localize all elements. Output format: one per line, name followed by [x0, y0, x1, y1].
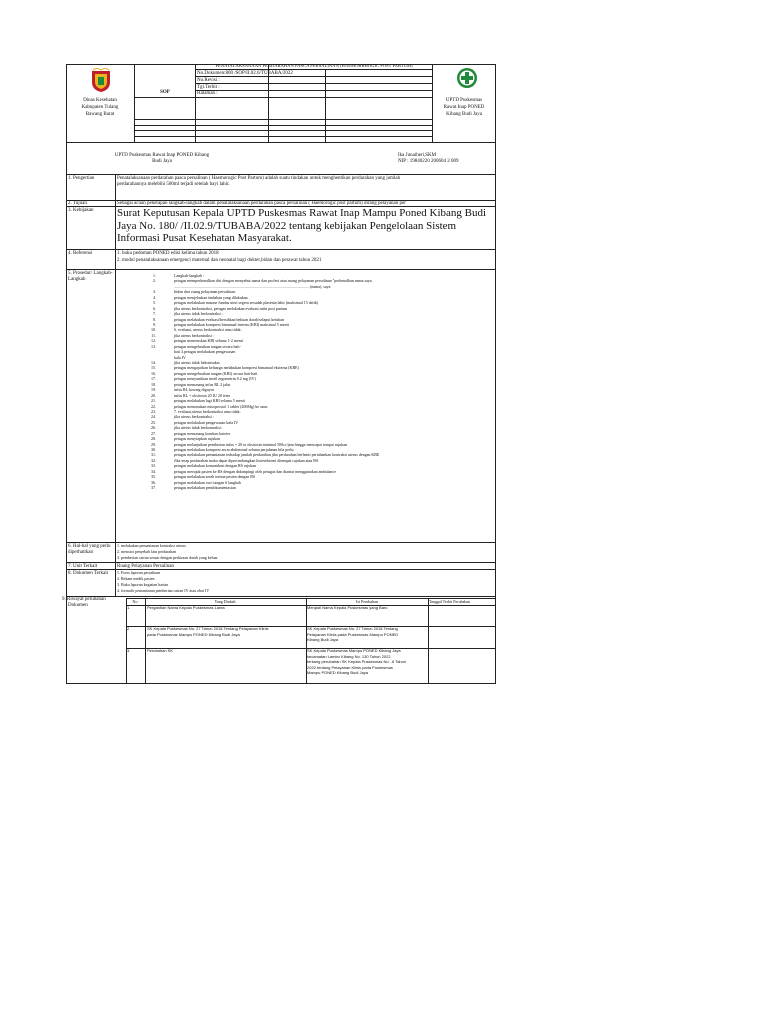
step-text: petugas melakukan evaluasi/bersihkan bekuan darah/selaput ketuban: [174, 316, 285, 322]
step-number: 29.: [151, 441, 156, 447]
step-text: petugas memperkenalkan diri dengan menyebut nama dan profesi atau ruang pelayanan persalinan "perkenalkan nama saya.: [174, 278, 373, 284]
rev-row-isi: Pelayanan Klinis pada Puskesmas Mampu PONED: [307, 631, 399, 637]
step-text: petugas mengeluarkan tangan (KBI) secara hati-hati: [174, 370, 258, 376]
rev-row-isi: SK Kepala Puskesmas Mampu PONED Kibang Jaya: [307, 648, 401, 653]
left-org-line-1: Dinas Kesehatan: [83, 98, 117, 103]
kebijakan-label: 3. Kebijakan: [68, 207, 94, 213]
step-text: petugas merujuk pasien ke RS dengan didampingi oleh petugas dan diantar menggunakan ambulance: [174, 468, 336, 474]
hal-text-1: 1. melakukan pemantauan kontraksi uterus.: [117, 543, 187, 548]
hal-label-2: diperhatikan: [68, 550, 93, 555]
pengertian-text-1: Penatalaksanaan perdarahan pasca persalinan ( Haemorogic Post Partum) adalah suatu tindakan untuk menghentikan perdarahan yang jumlah: [117, 176, 401, 181]
hal-text-2: 2. mencari penyebab lain perdarahan: [117, 549, 176, 554]
rev-header-diubah: Yang Diubah: [214, 599, 236, 604]
unit-text: Ruang Pelayanan Persalinan: [117, 563, 174, 569]
step-text: petugas memasukan misoprostol 1 tablet (200Mg) ke anus: [174, 403, 268, 409]
pengertian-text-2: perdarahannya melebihi 500ml terjadi setelah bayi lahir.: [117, 182, 230, 187]
signature-right-nip: NIP : 19840220 200604 2 009: [398, 159, 459, 164]
step-text: petugas melakukan serah terima pasien dengan RS: [174, 474, 256, 480]
step-number: 19.: [151, 387, 156, 393]
step-number: 30.: [151, 447, 156, 452]
step-number: 5.: [153, 300, 156, 306]
step-text: kala IV: [174, 354, 186, 360]
riwayat-label-1: 9. Riwayat perubahan: [62, 597, 106, 602]
step-text: petugas melakukan pengawasan kala IV: [174, 419, 239, 425]
step-text: petugas melakukan kompresi bimanual interna (KBI) maksimal 5 menit: [174, 321, 289, 327]
step-text: bidan dari ruang pelayanan persalinan.: [174, 289, 236, 295]
right-org-line-2: Rawat Inap PONED: [443, 105, 485, 110]
regency-crest-icon: [89, 68, 113, 93]
rev-row-no: 1.: [127, 605, 131, 610]
sop-label: SOP: [160, 90, 170, 95]
no-revisi: No.Revisi :: [197, 77, 220, 83]
sop-document: [62, 63, 496, 684]
halaman: Halaman :: [197, 91, 218, 96]
step-number: 10.: [151, 327, 156, 333]
step-number: 37.: [151, 485, 156, 491]
rev-header-tgl: Tanggal Terbit Perubahan: [429, 599, 471, 604]
signature-right-name: Ika Junaiheri,SKM: [398, 153, 437, 158]
step-number: 9.: [153, 321, 156, 327]
step-number: 13.: [151, 343, 156, 349]
step-text: 7. evaluasi,uterus berkontraksi atau tidak:: [174, 408, 241, 414]
dokumen-text-4: 4. formulir pemantauan pemberian cairan IV atau obat IV: [117, 588, 210, 593]
step-number: 33.: [151, 463, 156, 469]
dokumen-text-2: 2. Rekam medik pasien: [117, 576, 155, 581]
step-number: 11.: [151, 332, 156, 338]
step-number: 23.: [151, 408, 156, 414]
step-number: 31.: [151, 452, 156, 458]
dokumen-text-3: 3. Buku laporan kegiatan harian: [117, 582, 169, 587]
rev-row-diubah: pada Puskesmas Mampu PONED Kibang Budi Jaya: [147, 631, 240, 637]
step-text: petugas mengeluarkan tangan secara hati-: [174, 343, 241, 349]
step-number: 6.: [153, 305, 156, 311]
step-number: 26.: [151, 425, 156, 431]
kebijakan-text: Surat Keputusan Kepala UPTD Puskesmas Rawat Inap Mampu Poned Kibang Budi Jaya No. 180/ /II.02.9/TUBABA/2022 tentang kebijakan Pengelolaan Sistem Informasi Pusat Kesehatan Masyarakat.: [117, 207, 487, 244]
hal-text-3: 3. pemberian cairan sesuai dengan perkiraan darah yang keluar: [117, 555, 218, 560]
no-dokumen: No.Dokumen:800 /SOP/II.02.6/TUBABA/2022: [197, 70, 293, 76]
rev-row-isi: kecamatan Lambu Kibang No. 130 Tahun 2022: [307, 653, 391, 659]
procedure-steps-list: [146, 273, 496, 491]
frame-left: [66, 64, 67, 684]
right-org-line-3: Kibang Budi Jaya: [446, 112, 482, 117]
referensi-label: 4. Referensi: [68, 251, 93, 256]
rev-row-isi: Mampu PONED Kibang Budi Jaya: [307, 670, 368, 675]
step-number: 24.: [151, 414, 156, 420]
step-number: 4.: [153, 294, 156, 300]
rev-row-isi: Menjadi Nama Kepala Puskesmas yang Baru: [307, 605, 388, 610]
dokumen-label: 8. Dokumen Terkait: [68, 571, 108, 576]
step-number: 18.: [151, 381, 156, 387]
rev-row-isi: 2022 tentang Pelayanan Klinis pada Puskesmas: [307, 664, 393, 670]
step-number: 21.: [151, 398, 156, 404]
step-number: 8.: [153, 316, 156, 322]
procedure-step: [146, 485, 496, 490]
step-text: jika uterus berkontraksi :: [174, 414, 214, 420]
rev-row-isi: Kibang Budi Jaya: [307, 637, 339, 642]
step-text: petugas menyuntikan metil ergometrin 0.2 mg (IV): [174, 376, 256, 382]
rev-header-isi: Isi Perubahan: [356, 599, 378, 604]
dokumen-text-1: 1. Form laporan persalinan: [117, 570, 161, 575]
step-number: 32.: [151, 457, 156, 463]
signature-left-line-1: UPTD Puskesmas Rawat Inap PONED Kibang: [114, 153, 210, 158]
riwayat-label-2: Dokumen: [68, 603, 88, 608]
step-number: 12.: [151, 338, 156, 344]
step-text: jika uterus tidak bekontraksi:: [174, 360, 221, 365]
rev-header-no: No: [132, 599, 138, 604]
step-text: petugas melakukan cuci tangan 6 langkah: [174, 479, 241, 485]
left-org-line-3: Bawang Barat: [85, 112, 115, 117]
rev-row-diubah: Perubahan SK: [147, 648, 174, 653]
step-text: petugas mengajarkan keluarga melakukan kompresi bimanual eksterna (KBE): [174, 365, 299, 371]
step-number: 17.: [151, 376, 156, 382]
step-text: petugas meneruskan KBI selama 1-2 menit: [174, 338, 243, 344]
step-number: 15.: [151, 365, 156, 371]
step-text: petugas menjelaskan tindakan yang dilakukan.: [174, 294, 249, 300]
step-text: ....................................................................................................................................... (nama), saya: [174, 283, 331, 289]
tujuan-label: 2. Tujuan: [68, 201, 87, 206]
rev-row-no: 3.: [127, 648, 131, 653]
step-text: petugas memasang kondom kateter: [174, 430, 231, 436]
step-number: 20.: [151, 392, 156, 398]
step-number: 34.: [151, 468, 156, 474]
document-title: PENATALAKSANAAN PERDARAHAN PASCA PERSALINAN (HAEMORRHOGIC POST PARTUM): [215, 63, 413, 68]
step-text: petugas melakukan masase fundus uteri segera sesudah plasenta lahir (maksimal 15 detik): [174, 300, 319, 306]
hal-label-1: 6. Hal-hal yang perlu: [68, 544, 111, 549]
step-text: jika uterus berkontraksi, petugas melakukan evaluasi rutin post partum: [174, 305, 288, 311]
step-text: petugas menyiapkan rujukan: [174, 436, 220, 442]
rev-row-diubah: SK Kepala Puskesmas No. 27 Tahun 2018 Tentang Pelayanan Klinis: [147, 626, 269, 631]
prosedur-label-2: Langkah: [68, 277, 86, 282]
step-number: 1.: [153, 273, 156, 278]
step-text: jika uterus tidak berkontraksi :: [174, 311, 223, 317]
step-number: 16.: [151, 370, 156, 376]
step-number: 3.: [153, 289, 156, 295]
frame-bottom: [66, 683, 496, 684]
step-text: Jika tetap perdarahan maka dapat dipertimbangkan histerektomi ditempat rujukan atau RS: [174, 457, 319, 463]
step-text: petugas memasang infus RL 2 jalur: [174, 381, 231, 387]
step-number: 35.: [151, 474, 156, 480]
step-text: 6. evaluasi, uterus berkontraksi atau tidak:: [174, 327, 242, 333]
pengertian-label: 1. Pengertian: [68, 176, 95, 181]
step-text: hati 3.petugas melakukan pengawasan: [174, 349, 236, 355]
prosedur-label-1: 5. Prosedur/ Langkah-: [68, 271, 113, 276]
referensi-text-1: 1. buku pedoman PONED edisi kelima tahun 2018: [117, 251, 219, 256]
rev-row-isi: SK Kepala Puskesmas No. 27 Tahun 2018 Tentang: [307, 626, 398, 631]
rev-row-isi: tentang perubahan SK Kepala Puskesmas No. .6 Tahun: [307, 659, 407, 664]
left-org-line-2: Kabupaten Tulang: [81, 105, 119, 110]
rev-row-diubah: Pergantian Nama Kepala Puskesmas Lama: [147, 605, 225, 610]
step-text: petugas melanjutkan pemberian infus + 20 iu oksitosin minimal 500cc/jam hingga mencapai tempat rujukan: [174, 441, 347, 447]
step-text: petugas melakukan komunikasi dengan RS rujukan: [174, 463, 257, 469]
step-text: petugas melakukan pendokumentasian: [174, 485, 236, 491]
tujuan-text: Sebagai acuan penerapan langkah-langkah dalam penatalaksanaan perdarahan pasca persalinan ( Haemorogic post partum) dirang pelayanan per: [117, 201, 406, 206]
step-text: Langkah-langkah :: [174, 273, 205, 278]
step-number: 27.: [151, 430, 156, 436]
step-number: 7.: [153, 311, 156, 317]
step-number: 36.: [151, 479, 156, 485]
unit-label: 7. Unit Terkait: [68, 563, 98, 569]
step-number: 14.: [151, 360, 156, 365]
step-text: jika uterus tidak berkontraksi:: [174, 425, 222, 431]
step-number: 22.: [151, 403, 156, 409]
signature-left-line-2: Budi Jaya: [152, 159, 172, 164]
step-text: infus RL + oksitosin 20 IU 20 tetes: [174, 392, 231, 398]
referensi-text-2: 2. modul penatalaksanaan emergenci maternal dan neonatal bagi dokter,bidan dan perawat tahun 2021: [117, 258, 322, 263]
step-text: infus RL kosong diguyur: [174, 387, 214, 393]
step-text: petugas melakukan kompresi aorta abdominal selama perjalanan bila perlu: [174, 447, 294, 452]
step-text: petugas melakukan pemantauan terhadap jumlah perdarahan jika perdarahan berhenti pertahankan kontraksi uterus dengan KBE: [174, 452, 380, 458]
rev-row-no: 2.: [127, 626, 131, 631]
step-number: 2.: [153, 278, 156, 284]
health-cross-logo-icon: [456, 67, 478, 89]
step-text: jika uterus berkontraksi :: [174, 332, 214, 338]
tgl-terbit: Tgl.Terbit :: [197, 84, 220, 90]
step-number: 25.: [151, 419, 156, 425]
right-org-line-1: UPTD Puskesmas: [445, 98, 483, 103]
step-text: petugas melakukan lagi KBI selama 5 menit: [174, 398, 245, 404]
step-number: 28.: [151, 436, 156, 442]
